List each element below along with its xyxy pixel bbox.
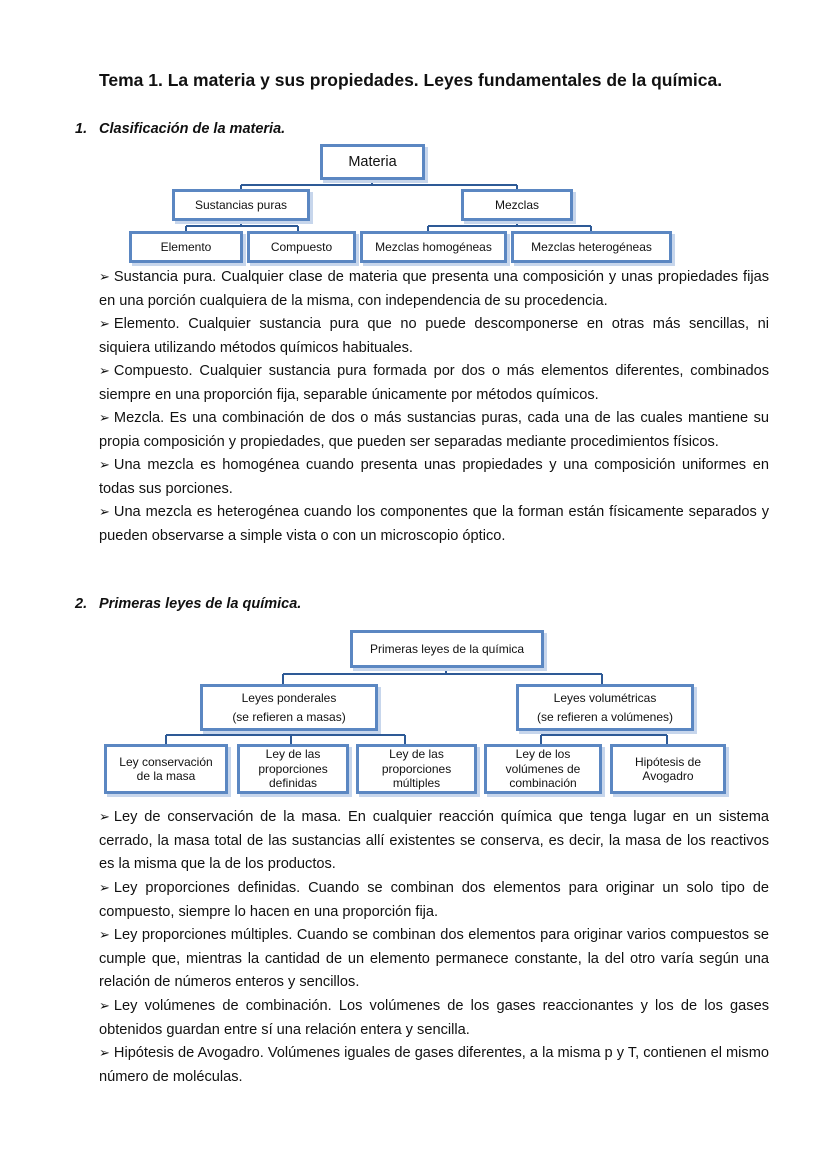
connector-volumetricas <box>541 731 667 744</box>
node-ley-volumenes-combinacion: Ley de los volúmenes de combinación <box>484 744 602 794</box>
node-ley-proporciones-definidas: Ley de las proporciones definidas <box>237 744 349 794</box>
arrow-bullet-icon: ➢ <box>99 504 110 519</box>
node-primeras-leyes: Primeras leyes de la química <box>350 630 544 668</box>
arrow-bullet-icon: ➢ <box>99 457 110 472</box>
node-hipotesis-avogadro: Hipótesis de Avogadro <box>610 744 726 794</box>
node-mezclas-heterogeneas: Mezclas heterogéneas <box>511 231 672 263</box>
node-compuesto: Compuesto <box>247 231 356 263</box>
node-mezclas-homogeneas: Mezclas homogéneas <box>360 231 507 263</box>
arrow-bullet-icon: ➢ <box>99 927 110 942</box>
paragraph-proporciones-multiples: ➢ Ley proporciones múltiples. Cuando se combinan dos elementos para originar varios compuestos se cumple que, mientras la cantidad de un elemento permanece constante, la del otro varía según una relación de números enteros y sencillos. <box>99 927 769 991</box>
node-elemento: Elemento <box>129 231 243 263</box>
arrow-bullet-icon: ➢ <box>99 410 110 425</box>
connector-sustancias <box>186 221 298 231</box>
section-1-number: 1. <box>75 121 88 137</box>
node-ley-conservacion-masa: Ley conservación de la masa <box>104 744 228 794</box>
section-2-number: 2. <box>75 596 88 612</box>
node-sustancias-puras: Sustancias puras <box>172 189 310 221</box>
connector-ponderales <box>166 731 405 744</box>
arrow-bullet-icon: ➢ <box>99 363 110 378</box>
section-1-title: Clasificación de la materia. <box>99 121 286 137</box>
connector-mezclas <box>428 221 591 231</box>
paragraph-compuesto: ➢ Compuesto. Cualquier sustancia pura formada por dos o más elementos diferentes, combinados siempre en una proporción fija, separable únicamente por métodos químicos. <box>99 363 769 403</box>
page-title: Tema 1. La materia y sus propiedades. Leyes fundamentales de la química. <box>99 70 723 90</box>
node-ley-proporciones-multiples: Ley de las proporciones múltiples <box>356 744 477 794</box>
arrow-bullet-icon: ➢ <box>99 880 110 895</box>
paragraph-volumenes-combinacion: ➢ Ley volúmenes de combinación. Los volúmenes de los gases reaccionantes y los de los gases obtenidos guardan entre sí una relación entera y sencilla. <box>99 998 769 1038</box>
node-mezclas: Mezclas <box>461 189 573 221</box>
arrow-bullet-icon: ➢ <box>99 1045 110 1060</box>
node-leyes-ponderales: Leyes ponderales (se refieren a masas) <box>200 684 378 731</box>
arrow-bullet-icon: ➢ <box>99 269 110 284</box>
arrow-bullet-icon: ➢ <box>99 316 110 331</box>
section-2-heading <box>75 596 301 612</box>
paragraph-sustancia-pura: ➢ Sustancia pura. Cualquier clase de materia que presenta una composición y unas propiedades fijas en una porción cualquiera de la misma, con independencia de su procedencia. <box>99 269 769 309</box>
arrow-bullet-icon: ➢ <box>99 998 110 1013</box>
arrow-bullet-icon: ➢ <box>99 809 110 824</box>
paragraph-proporciones-definidas: ➢ Ley proporciones definidas. Cuando se combinan dos elementos para originar un solo tipo de compuesto, siempre lo hacen en una proporción fija. <box>99 880 769 920</box>
paragraph-mezcla-homogenea: ➢ Una mezcla es homogénea cuando presenta unas propiedades y una composición uniformes en todas sus porciones. <box>99 457 769 497</box>
section-2-title: Primeras leyes de la química. <box>99 596 302 612</box>
paragraph-conservacion-masa: ➢ Ley de conservación de la masa. En cualquier reacción química que tenga lugar en un sistema cerrado, la masa total de las sustancias allí existentes se conserva, es decir, la masa de los reactivos es la misma que la de los productos. <box>99 809 769 873</box>
node-materia: Materia <box>320 144 425 180</box>
paragraph-hipotesis-avogadro: ➢ Hipótesis de Avogadro. Volúmenes iguales de gases diferentes, a la misma p y T, contienen el mismo número de moléculas. <box>99 1045 769 1085</box>
node-leyes-volumetricas: Leyes volumétricas (se refieren a volúmenes) <box>516 684 694 731</box>
paragraph-mezcla: ➢ Mezcla. Es una combinación de dos o más sustancias puras, cada una de las cuales mantiene su propia composición y propiedades, que pueden ser separadas mediante procedimientos físicos. <box>99 410 769 450</box>
paragraph-elemento: ➢ Elemento. Cualquier sustancia pura que no puede descomponerse en otras más sencillas, ni siquiera utilizando métodos químicos habituales. <box>99 316 769 356</box>
paragraph-mezcla-heterogenea: ➢ Una mezcla es heterogénea cuando los componentes que la forman están físicamente separados y pueden observarse a simple vista o con un microscopio óptico. <box>99 504 769 544</box>
connector-primeras-leyes <box>283 668 602 684</box>
connector-materia <box>241 181 517 189</box>
